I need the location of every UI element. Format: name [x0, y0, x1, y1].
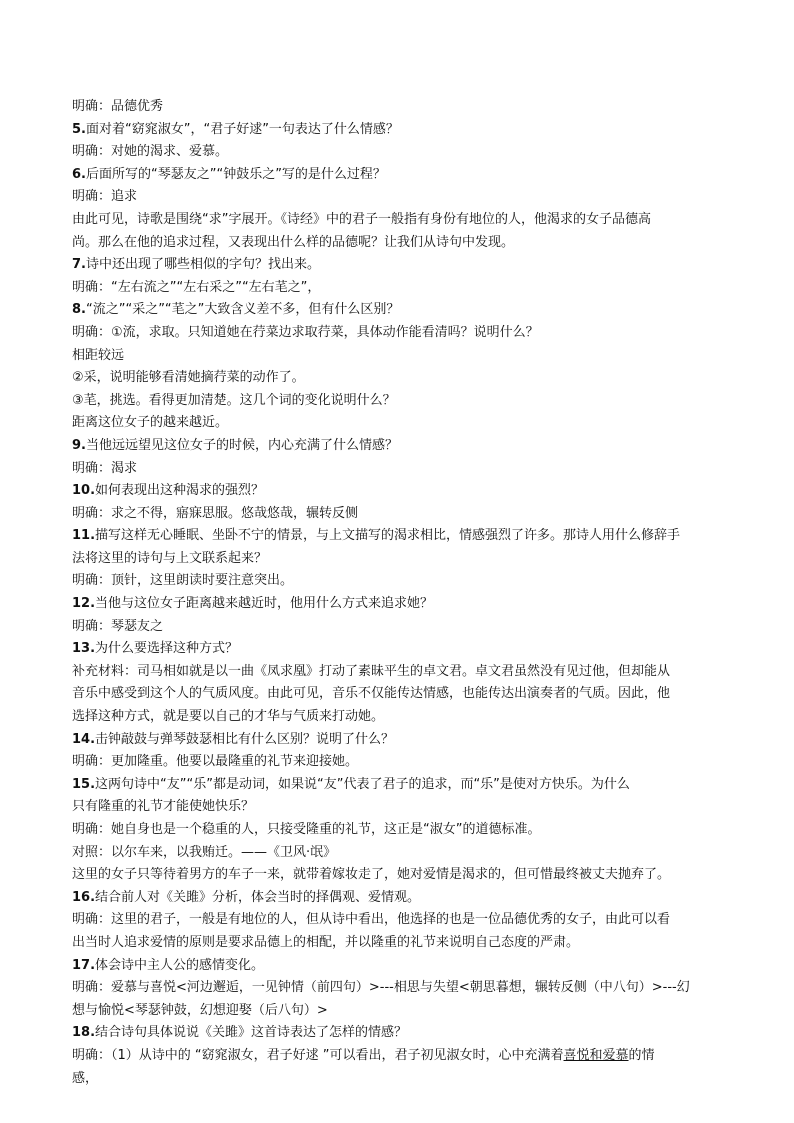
line-text: 明确：求之不得，寤寐思服。悠哉悠哉，辗转反侧 — [72, 505, 359, 521]
line-text: 明确：顶针，这里朗读时要注意突出。 — [72, 573, 294, 589]
text-line — [72, 345, 724, 368]
question-line — [72, 164, 724, 187]
text-line — [72, 1068, 724, 1091]
question-text: 后面所写的“琴瑟友之”“钟鼓乐之”写的是什么过程？ — [85, 166, 386, 182]
question-number: 11. — [72, 528, 96, 544]
line-text: 明确：“左右流之”“左右采之”“左右芼之”， — [72, 279, 321, 295]
line-text: 明确：这里的君子，一般是有地位的人，但从诗中看出，他选择的也是一位品德优秀的女子，由此可以看 — [72, 912, 671, 928]
line-text: 距离这位女子的越来越近。 — [72, 415, 229, 431]
line-text: 补充材料：司马相如就是以一曲《凤求凰》打动了素昧平生的卓文君。卓文君虽然没有见过他，但却能从 — [72, 663, 671, 679]
line-text: 想与愉悦<琴瑟钟鼓，幻想迎娶（后八句）> — [72, 1002, 328, 1018]
question-text: 当他远远望见这位女子的时候，内心充满了什么情感？ — [85, 437, 398, 453]
question-line — [72, 887, 724, 910]
text-line — [72, 706, 724, 729]
answer-line — [72, 1045, 724, 1068]
answer-line — [72, 186, 724, 209]
question-text: 结合前人对《关雎》分析，体会当时的择偶观、爱情观。 — [95, 889, 421, 905]
text-line — [72, 1000, 724, 1023]
line-text-tail: 的情 — [628, 1047, 655, 1063]
line-text: 出当时人追求爱情的原则是要求品德上的相配，并以隆重的礼节来说明自己态度的严肃。 — [72, 934, 580, 950]
question-line — [72, 774, 724, 797]
question-text: 结合诗句具体说说《关雎》这首诗表达了怎样的情感？ — [95, 1025, 408, 1041]
question-line — [72, 480, 724, 503]
answer-line — [72, 616, 724, 639]
line-text: 明确：更加隆重。他要以最隆重的礼节来迎接她。 — [72, 754, 359, 770]
line-text: 明确：（1）从诗中的 “窈窕淑女，君子好逑 ”可以看出，君子初见淑女时，心中充满着 — [72, 1047, 564, 1063]
answer-line — [72, 141, 724, 164]
question-number: 6. — [72, 166, 86, 182]
question-text: 当他与这位女子距离越来越近时，他用什么方式来追求她？ — [95, 596, 434, 612]
question-number: 18. — [72, 1025, 96, 1041]
line-text: 明确：她自身也是一个稳重的人，只接受隆重的礼节，这正是“淑女”的道德标准。 — [72, 822, 541, 837]
line-text: 相距较远 — [72, 347, 125, 363]
text-line — [72, 661, 724, 684]
question-number: 13. — [72, 641, 96, 657]
question-number: 15. — [72, 776, 96, 792]
line-text: 尚。那么在他的追求过程，又表现出什么样的品德呢？让我们从诗句中发现。 — [72, 234, 515, 250]
line-text: 只有隆重的礼节才能使她快乐？ — [72, 799, 255, 815]
question-number: 16. — [72, 889, 96, 905]
document-page — [72, 96, 724, 1090]
line-text: ②采，说明能够看清她摘荇菜的动作了。 — [72, 370, 305, 386]
line-text: 选择这种方式，就是要以自己的才华与气质来打动她。 — [72, 709, 385, 725]
line-text: 这里的女子只等待着男方的车子一来，就带着嫁妆走了，她对爱情是渴求的，但可惜最终被丈夫抛弃了。 — [72, 867, 671, 883]
question-line — [72, 729, 724, 752]
answer-line — [72, 751, 724, 774]
line-text: 明确：对她的渴求、爱慕。 — [72, 144, 229, 160]
question-text: 为什么要选择这种方式？ — [95, 641, 239, 657]
answer-line — [72, 909, 724, 932]
answer-line — [72, 977, 724, 1000]
question-text: 体会诗中主人公的感情变化。 — [95, 957, 265, 973]
question-text: 这两句诗中“友”“乐”都是动词，如果说“友”代表了君子的追求，而“乐”是使对方快乐。为什么 — [95, 776, 630, 792]
answer-line — [72, 96, 724, 119]
text-line — [72, 683, 724, 706]
question-number: 12. — [72, 596, 96, 612]
line-text: 法将这里的诗句与上文联系起来？ — [72, 550, 268, 566]
text-line — [72, 548, 724, 571]
line-text: 明确：追求 — [72, 189, 138, 205]
line-text: 明确：渴求 — [72, 460, 138, 476]
question-text: “流之”“采之”“芼之”大致含义差不多，但有什么区别？ — [85, 302, 400, 318]
line-text: 明确：①流，求取。只知道她在荇菜边求取荇菜，具体动作能看清吗？说明什么？ — [72, 324, 539, 340]
document-body — [72, 96, 724, 1090]
question-number: 5. — [72, 121, 86, 137]
text-line — [72, 932, 724, 955]
question-line — [72, 525, 724, 548]
text-line — [72, 367, 724, 390]
question-number: 10. — [72, 483, 96, 499]
answer-line — [72, 503, 724, 526]
question-line — [72, 638, 724, 661]
question-text: 面对着“窈窕淑女”，“君子好逑”一句表达了什么情感？ — [85, 121, 399, 137]
text-line — [72, 864, 724, 887]
answer-line — [72, 570, 724, 593]
text-line — [72, 232, 724, 255]
answer-line — [72, 458, 724, 481]
text-line — [72, 390, 724, 413]
question-line — [72, 435, 724, 458]
question-number: 9. — [72, 437, 86, 453]
question-line — [72, 299, 724, 322]
line-text: 明确：琴瑟友之 — [72, 618, 164, 634]
question-number: 8. — [72, 302, 86, 318]
text-line — [72, 412, 724, 435]
question-line — [72, 119, 724, 142]
question-text: 击钟敲鼓与弹琴鼓瑟相比有什么区别？说明了什么？ — [95, 731, 395, 747]
answer-line — [72, 277, 724, 300]
text-line — [72, 796, 724, 819]
question-text: 诗中还出现了哪些相似的字句？找出来。 — [85, 257, 320, 273]
question-line — [72, 593, 724, 616]
question-number: 7. — [72, 257, 86, 273]
answer-line — [72, 322, 724, 345]
underlined-phrase: 喜悦和爱慕 — [563, 1047, 629, 1063]
question-text: 描写这样无心睡眠、坐卧不宁的情景，与上文描写的渴求相比，情感强烈了许多。那诗人用什么修辞手 — [95, 528, 681, 544]
question-line — [72, 1022, 724, 1045]
answer-line — [72, 819, 724, 842]
question-line — [72, 955, 724, 978]
text-line — [72, 842, 724, 865]
question-text: 如何表现出这种渴求的强烈？ — [95, 483, 265, 499]
question-number: 17. — [72, 957, 96, 973]
question-number: 14. — [72, 731, 96, 747]
line-text: 明确：品德优秀 — [72, 99, 164, 114]
line-text: 由此可见，诗歌是围绕“求”字展开。《诗经》中的君子一般指有身份有地位的人，他渴求的女子品德高 — [72, 211, 651, 227]
line-text: 感， — [72, 1070, 99, 1086]
text-line — [72, 209, 724, 232]
line-text: 对照：以尔车来，以我贿迁。——《卫风·氓》 — [72, 844, 337, 860]
line-text: ③芼，挑选。看得更加清楚。这几个词的变化说明什么？ — [72, 392, 396, 408]
line-text: 明确：爱慕与喜悦<河边邂逅，一见钟情（前四句）>---相思与失望<朝思暮想，辗转反侧（中八句）>---幻 — [72, 980, 690, 996]
line-text: 音乐中感受到这个人的气质风度。由此可见，音乐不仅能传达情感，也能传达出演奏者的气质。因此，他 — [72, 686, 671, 702]
question-line — [72, 254, 724, 277]
